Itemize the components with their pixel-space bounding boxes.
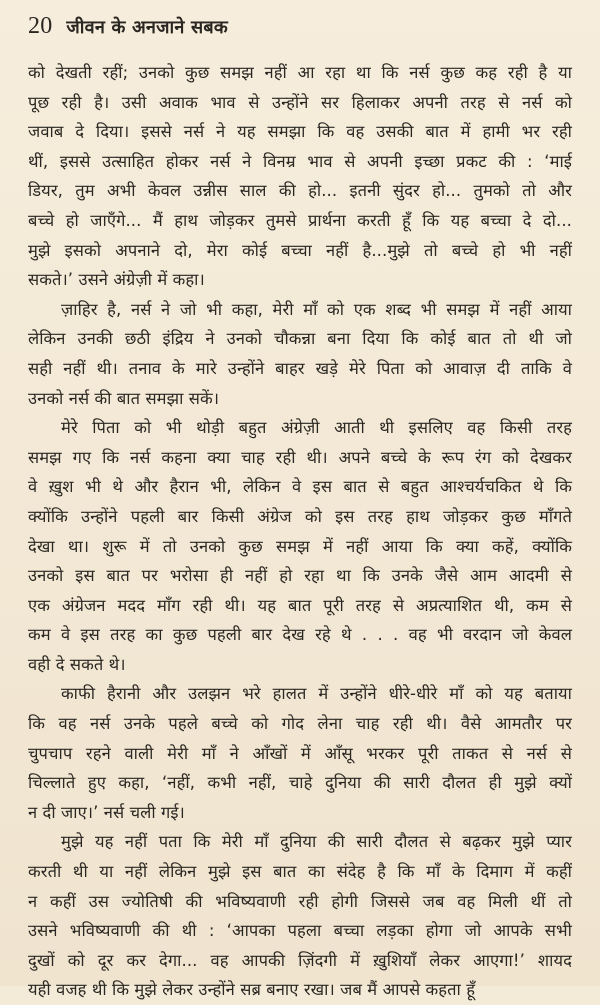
text-line: न कहीं उस ज्योतिषी की भविष्यवाणी रही होगी जिससे जब वह मिली थीं तो [28, 891, 572, 911]
paragraph-3 [28, 413, 572, 679]
text-line: एक अंग्रेजन मदद माँग रही थी। यह बात पूरी तरह से अप्रत्याशित थी, कम से [28, 595, 572, 615]
text-line: ज़ाहिर है, नर्स ने जो भी कहा, मेरी माँ को एक शब्द भी समझ में नहीं आया [61, 299, 572, 319]
text-line: मुझे इसको अपनाने दो, मेरा कोई बच्चा नहीं है...मुझे तो बच्चे हो भी नहीं [28, 240, 572, 260]
paragraph-4 [28, 679, 572, 827]
text-line: सकते।’ उसने अंग्रेज़ी में कहा। [28, 270, 205, 290]
paragraph-1 [28, 58, 572, 295]
running-title: जीवन के अनजाने सबक [66, 17, 228, 38]
text-line: कम वे इस तरह का कुछ पहली बार देख रहे थे . . . वह भी वरदान जो केवल [28, 625, 572, 645]
text-line: लेकिन उनकी छठी इंद्रिय ने उनको चौकन्ना बना दिया कि कोई बात तो थी जो [28, 329, 572, 349]
text-line: मुझे यह नहीं पता कि मेरी माँ दुनिया की सारी दौलत से बढ़कर मुझे प्यार [61, 832, 572, 852]
text-line: चुपचाप रहने वाली मेरी माँ ने आँखों में आँसू भरकर पूरी ताकत से नर्स से [28, 743, 572, 763]
text-line: कि वह नर्स उनके पहले बच्चे को गोद लेना चाह रही थी। वैसे आमतौर पर [28, 714, 572, 734]
page-header [28, 13, 572, 47]
text-line: डियर, तुम अभी केवल उन्नीस साल की हो... इतनी सुंदर हो... तुमको तो और [28, 181, 572, 201]
text-line: मेरे पिता को भी थोड़ी बहुत अंग्रेज़ी आती थी इसलिए वह किसी तरह [61, 418, 572, 438]
text-line: दुखों को दूर कर देगा... वह आपकी ज़िंदगी में ख़ुशियाँ लेकर आएगा!’ शायद [28, 950, 572, 970]
text-line: वे ख़ुश भी थे और हैरान भी, लेकिन वे इस बात से बहुत आश्चर्यचकित थे कि [28, 477, 572, 497]
paragraph-5 [28, 827, 572, 1005]
text-line: काफी हैरानी और उलझन भरे हालत में उन्होंने धीरे-धीरे माँ को यह बताया [61, 684, 572, 704]
text-line: सही नहीं थी। तनाव के मारे उन्होंने बाहर खड़े मेरे पिता को आवाज़ दी ताकि वे [28, 358, 572, 378]
text-line: उसने भविष्यवाणी की थी : ‘आपका पहला बच्चा लड़का होगा जो आपके सभी [28, 921, 572, 941]
text-line: बच्चे हो जाएँगे... मैं हाथ जोड़कर तुमसे प्रार्थना करती हूँ कि यह बच्चा दे दो... [28, 210, 572, 230]
text-line: जवाब दे दिया। इससे नर्स ने यह समझा कि वह उसकी बात में हामी भर रही [28, 122, 572, 142]
text-line: न दी जाए।’ नर्स चली गई। [28, 802, 185, 822]
text-line: चिल्लाते हुए कहा, ‘नहीं, कभी नहीं, चाहे दुनिया की सारी दौलत ही मुझे क्यों [28, 773, 572, 793]
text-line: वही दे सकते थे। [28, 654, 126, 674]
page-number: 20 [28, 13, 53, 39]
text-line: उनको इस बात पर भरोसा ही नहीं हो रहा था कि उनके जैसे आम आदमी से [28, 566, 572, 586]
text-line: पूछ रही है। उसी अवाक भाव से उन्होंने सर हिलाकर अपनी तरह से नर्स को [28, 92, 572, 112]
text-line: थीं, इससे उत्साहित होकर नर्स ने विनम्र भाव से अपनी इच्छा प्रकट की : ‘माई [28, 151, 572, 171]
page-text [28, 58, 572, 1000]
text-line: यही वजह थी कि मुझे लेकर उन्होंने सब्र बनाए रखा। जब मैं आपसे कहता हूँ [28, 980, 476, 1000]
text-line: क्योंकि उन्होंने पहली बार किसी अंग्रेज को इस तरह हाथ जोड़कर कुछ माँगते [28, 506, 572, 526]
text-line: को देखती रहीं; उनको कुछ समझ नहीं आ रहा था कि नर्स कुछ कह रही है या [28, 63, 572, 82]
text-line: देखा था। शुरू में तो उनको कुछ समझ में नहीं आया कि क्या कहें, क्योंकि [28, 536, 572, 556]
paragraph-2 [28, 295, 572, 413]
text-line: उनको नर्स की बात समझा सकें। [28, 388, 220, 408]
text-line: करती थी या नहीं लेकिन मुझे इस बात का संदेह है कि माँ के दिमाग में कहीं [28, 862, 572, 882]
text-line: समझ गए कि नर्स कहना क्या चाह रही थी। अपने बच्चे के रूप रंग को देखकर [28, 447, 572, 467]
